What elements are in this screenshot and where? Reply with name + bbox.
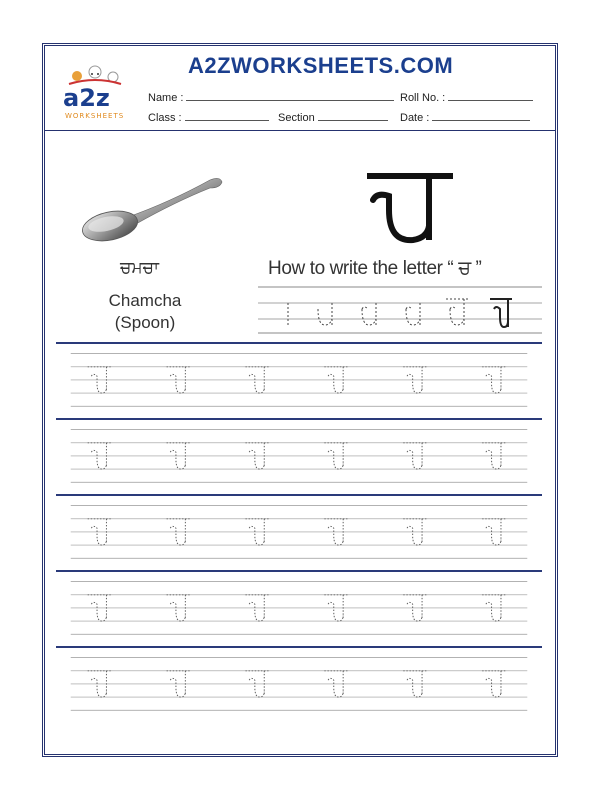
english-word: Chamcha xyxy=(108,291,182,310)
stroke-step-letter xyxy=(406,303,420,325)
logo-subtext: WORKSHEETS xyxy=(65,112,125,120)
practice-row[interactable] xyxy=(56,424,542,486)
instruction-text: How to write the letter “ ਚ ” xyxy=(268,258,482,279)
class-line[interactable] xyxy=(185,110,269,121)
roll-field[interactable] xyxy=(400,90,533,104)
logo-a: a2z xyxy=(63,84,110,112)
date-line[interactable] xyxy=(432,110,530,121)
row-separator xyxy=(56,342,542,344)
stroke-step-letter xyxy=(318,303,332,325)
english-word-block xyxy=(90,290,200,334)
model-letter-glyph xyxy=(365,170,455,245)
site-title: A2ZWORKSHEETS.COM xyxy=(188,53,454,78)
name-label: Name : xyxy=(148,92,184,104)
class-label: Class : xyxy=(148,112,182,124)
row-separator xyxy=(56,418,542,420)
date-label: Date : xyxy=(400,112,430,124)
practice-row[interactable] xyxy=(56,652,542,714)
roll-line[interactable] xyxy=(448,90,533,101)
section-line[interactable] xyxy=(318,110,388,121)
practice-row[interactable] xyxy=(56,500,542,562)
row-separator xyxy=(56,646,542,648)
practice-row[interactable] xyxy=(56,576,542,638)
stroke-step-letter xyxy=(362,303,376,325)
name-field[interactable] xyxy=(148,90,394,104)
date-field[interactable] xyxy=(400,110,530,124)
word-meaning: (Spoon) xyxy=(114,313,176,332)
spoon-image xyxy=(80,172,225,247)
practice-row[interactable] xyxy=(56,348,542,410)
name-line[interactable] xyxy=(186,90,394,101)
row-separator xyxy=(56,570,542,572)
a2z-logo xyxy=(55,62,135,122)
stroke-order-guide xyxy=(258,285,542,335)
row-separator xyxy=(56,494,542,496)
section-label: Section xyxy=(278,112,315,124)
section-field[interactable] xyxy=(278,110,388,124)
roll-label: Roll No. : xyxy=(400,92,446,104)
class-field[interactable] xyxy=(148,110,269,124)
punjabi-word: ਚਮਚਾ xyxy=(120,258,159,278)
